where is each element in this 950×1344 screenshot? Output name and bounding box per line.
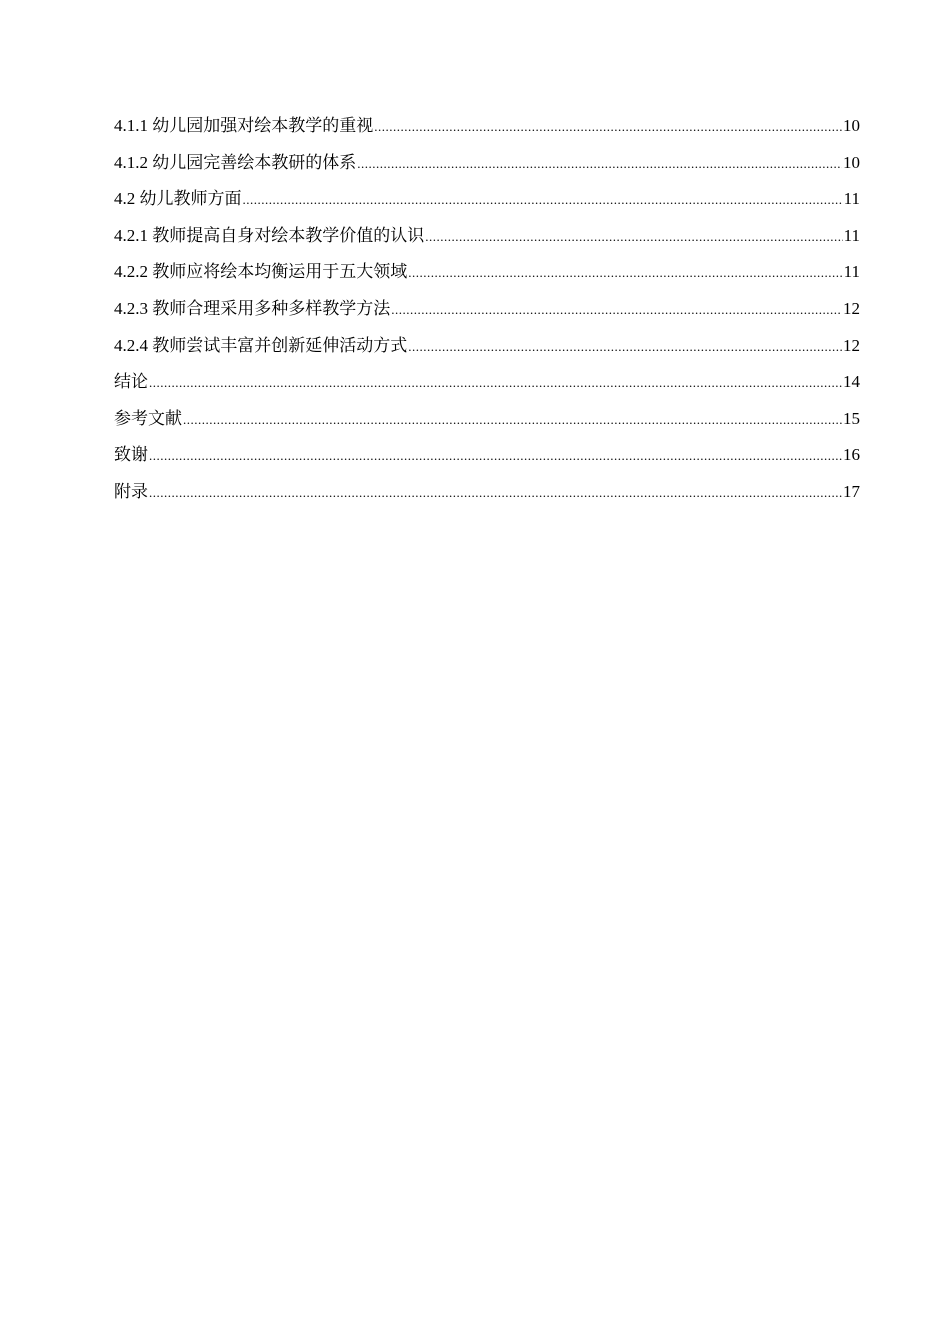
toc-entry[interactable] (114, 481, 860, 518)
toc-entry-page: 12 (843, 298, 860, 318)
toc-entry-page: 11 (843, 262, 860, 282)
toc-entry-page: 15 (843, 408, 860, 428)
toc-entry[interactable] (114, 152, 860, 189)
toc-entry-title: 附录 (114, 481, 148, 501)
toc-dot-leader (408, 262, 842, 284)
toc-dot-leader (408, 336, 842, 358)
toc-dot-leader (357, 153, 842, 175)
toc-dot-leader (391, 299, 842, 321)
toc-entry-title: 4.2 幼儿教师方面 (114, 189, 242, 209)
toc-entry[interactable] (114, 444, 860, 481)
toc-entry-page: 10 (843, 116, 860, 135)
toc-entry-page: 11 (843, 225, 860, 245)
toc-entry[interactable] (114, 115, 860, 152)
toc-entry-page: 11 (843, 189, 860, 209)
toc-dot-leader (149, 445, 842, 467)
toc-entry-title: 4.1.1 幼儿园加强对绘本教学的重视 (114, 116, 374, 135)
table-of-contents (114, 115, 860, 518)
toc-entry[interactable] (114, 298, 860, 335)
toc-entry-title: 结论 (114, 372, 148, 392)
toc-dot-leader (425, 226, 842, 248)
toc-entry-title: 4.2.3 教师合理采用多种多样教学方法 (114, 298, 391, 318)
toc-entry-page: 16 (843, 445, 860, 465)
toc-entry[interactable] (114, 261, 860, 298)
toc-dot-leader (374, 116, 842, 138)
toc-entry[interactable] (114, 371, 860, 408)
toc-entry-title: 4.2.1 教师提高自身对绘本教学价值的认识 (114, 225, 425, 245)
toc-dot-leader (149, 372, 842, 394)
toc-dot-leader (149, 482, 842, 504)
toc-entry-title: 4.2.4 教师尝试丰富并创新延伸活动方式 (114, 335, 408, 355)
toc-entry-page: 17 (843, 481, 860, 501)
toc-entry-title: 参考文献 (114, 408, 182, 428)
toc-entry-page: 12 (843, 335, 860, 355)
toc-entry[interactable] (114, 408, 860, 445)
toc-entry-page: 10 (843, 152, 860, 172)
toc-entry-title: 4.2.2 教师应将绘本均衡运用于五大领域 (114, 262, 408, 282)
toc-dot-leader (243, 189, 843, 211)
toc-entry-page: 14 (843, 372, 860, 392)
toc-entry[interactable] (114, 188, 860, 225)
toc-entry[interactable] (114, 335, 860, 372)
toc-entry[interactable] (114, 225, 860, 262)
toc-dot-leader (183, 409, 842, 431)
toc-entry-title: 4.1.2 幼儿园完善绘本教研的体系 (114, 152, 357, 172)
toc-entry-title: 致谢 (114, 445, 148, 465)
